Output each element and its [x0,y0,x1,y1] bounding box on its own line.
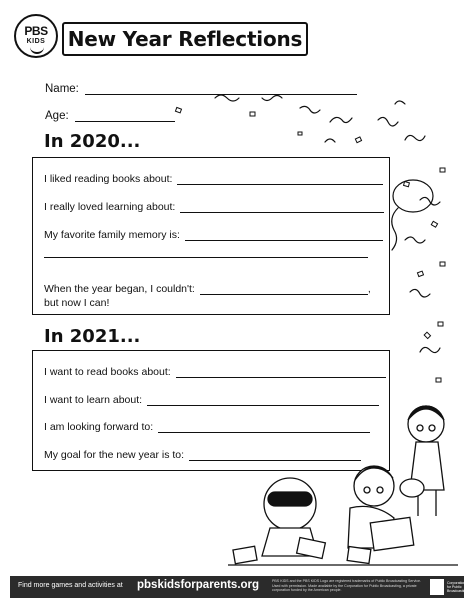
question-2020-2-label: I really loved learning about: [44,201,176,213]
streamer-icon [300,106,320,113]
streamer-icon [330,117,352,122]
paper-icon [370,517,414,550]
section-2021-title: In 2021... [44,326,141,347]
streamer-icon [395,101,405,104]
name-label: Name: [45,83,79,95]
footer-url-link[interactable]: pbskidsforparents.org [137,579,260,591]
girl-eye-icon [429,425,435,431]
age-label: Age: [45,110,69,122]
mask-icon [268,492,312,506]
streamer-icon [262,96,282,101]
streamer-icon [378,117,398,126]
question-2020-4-continued-label: but now I can! [44,297,110,309]
small-balloon-icon [400,479,424,497]
question-2021-2-label: I want to learn about: [44,394,143,406]
confetti-icon [298,132,302,135]
confetti-icon [438,322,443,326]
streamer-icon [405,237,425,243]
paper-icon [233,546,257,564]
paper-icon [347,547,371,564]
footer-find-more: Find more games and activities at [18,582,123,589]
question-2021-3-label: I am looking forward to: [44,421,154,433]
logo-line-1: PBS [24,24,48,38]
balloon-icon [393,180,433,212]
confetti-icon [404,182,410,187]
confetti-icon [250,112,255,116]
streamer-icon [410,289,430,297]
confetti-icon [436,378,441,382]
cpb-logo-icon [430,579,444,595]
girl-eye-icon [417,425,423,431]
footer-bar [10,576,468,598]
question-2020-1-label: I liked reading books about: [44,173,173,185]
boy-eye-icon [364,487,370,493]
question-2021-1-label: I want to read books about: [44,366,171,378]
logo-line-2: KIDS [26,38,46,45]
footer-legal-text: PBS KIDS and the PBS KIDS Logo are registered trademarks of Public Broadcasting Service. Used with permission. Made available by the Corporation for Public Broadcasting, a private corporation funded by the American people. [272,579,422,593]
streamer-icon [215,95,239,101]
balloon-string-icon [392,208,398,250]
question-2020-4-comma: , [367,283,371,295]
question-2021-4-label: My goal for the new year is to: [44,449,185,461]
boy-eye-icon [377,487,383,493]
streamer-icon [405,135,425,140]
section-2020-title: In 2020... [44,131,141,152]
confetti-icon [355,137,361,143]
confetti-icon [440,262,445,266]
confetti-icon [431,221,437,227]
confetti-icon [424,332,430,338]
question-2020-4-label: When the year began, I couldn't: [44,283,195,295]
cpb-logo-text: Corporation for Public Broadcasting [447,581,468,594]
confetti-icon [175,107,181,112]
streamer-icon [325,139,335,142]
confetti-icon [417,271,423,276]
confetti-icon [440,168,445,172]
streamer-icon [420,347,440,352]
question-2020-3-label: My favorite family memory is: [44,229,180,241]
page-title: New Year Reflections [67,27,303,51]
